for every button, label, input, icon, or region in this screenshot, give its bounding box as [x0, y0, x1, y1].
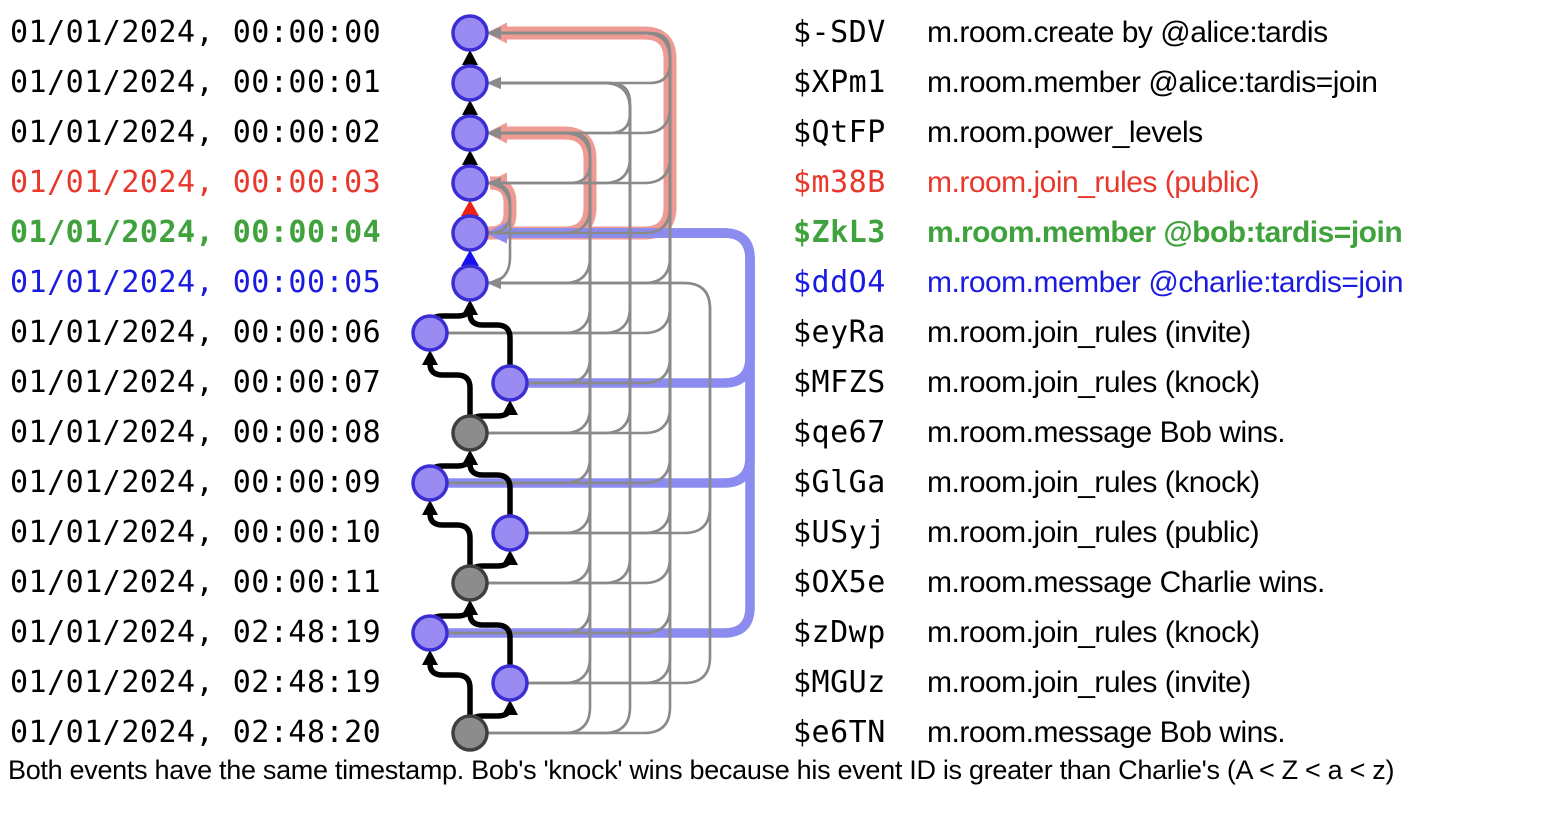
event-id-cell: $qe67 — [793, 415, 886, 450]
event-desc-cell: m.room.message Bob wins. — [927, 716, 1286, 749]
event-node — [413, 616, 447, 650]
gray-arrowhead-icon — [487, 27, 501, 39]
black-prev-arrowhead-icon — [502, 400, 518, 415]
event-desc-cell: m.room.join_rules (public) — [927, 166, 1260, 199]
event-id-cell: $QtFP — [793, 115, 886, 150]
timestamp-cell: 01/01/2024, 02:48:19 — [10, 615, 382, 650]
black-prev-arrowhead-icon — [422, 350, 438, 365]
event-desc-cell: m.room.message Bob wins. — [927, 416, 1286, 449]
event-desc-cell: m.room.member @charlie:tardis=join — [927, 266, 1404, 299]
event-id-cell: $MGUz — [793, 665, 886, 700]
event-node — [493, 366, 527, 400]
black-prev-arrowhead-icon — [502, 550, 518, 565]
timestamp-cell: 01/01/2024, 00:00:07 — [10, 365, 382, 400]
event-desc-cell: m.room.join_rules (knock) — [927, 616, 1260, 649]
timestamp-cell: 01/01/2024, 00:00:02 — [10, 115, 382, 150]
event-node — [413, 466, 447, 500]
event-id-cell: $XPm1 — [793, 65, 886, 100]
event-node — [453, 116, 487, 150]
event-desc-cell: m.room.join_rules (invite) — [927, 666, 1251, 699]
caption-text: Both events have the same timestamp. Bob's 'knock' wins because his event ID is greater than Charlie's (A < Z < a < z) — [8, 755, 1395, 785]
timestamp-cell: 01/01/2024, 02:48:19 — [10, 665, 382, 700]
black-prev-arrowhead-icon — [462, 100, 478, 115]
black-prev-arrowhead-icon — [462, 50, 478, 65]
event-id-cell: $MFZS — [793, 365, 886, 400]
black-prev-arrowhead-icon — [422, 650, 438, 665]
event-desc-cell: m.room.join_rules (knock) — [927, 366, 1260, 399]
timestamp-cell: 01/01/2024, 00:00:11 — [10, 565, 382, 600]
timestamp-cell: 01/01/2024, 00:00:09 — [10, 465, 382, 500]
event-id-cell: $-SDV — [793, 15, 886, 50]
timestamp-cell: 01/01/2024, 00:00:01 — [10, 65, 382, 100]
black-prev-arrowhead-icon — [422, 500, 438, 515]
event-id-cell: $OX5e — [793, 565, 886, 600]
event-node — [413, 316, 447, 350]
event-node — [453, 716, 487, 750]
event-desc-cell: m.room.join_rules (public) — [927, 516, 1260, 549]
event-node — [453, 166, 487, 200]
event-id-cell: $ZkL3 — [793, 215, 886, 250]
black-prev-arrowhead-icon — [462, 600, 478, 615]
event-node — [453, 16, 487, 50]
red-prev-arrowhead-icon — [461, 200, 479, 216]
event-desc-cell: m.room.message Charlie wins. — [927, 566, 1325, 599]
event-id-cell: $m38B — [793, 165, 886, 200]
gray-arrowhead-icon — [487, 127, 501, 139]
event-node — [493, 666, 527, 700]
event-desc-cell: m.room.member @alice:tardis=join — [927, 66, 1378, 99]
black-prev-arrowhead-icon — [502, 700, 518, 715]
black-prev-arrowhead-icon — [462, 300, 478, 315]
timestamp-cell: 01/01/2024, 00:00:10 — [10, 515, 382, 550]
gray-arrowhead-icon — [487, 277, 501, 289]
event-node — [453, 566, 487, 600]
timestamp-cell: 01/01/2024, 02:48:20 — [10, 715, 382, 750]
timestamp-cell: 01/01/2024, 00:00:06 — [10, 315, 382, 350]
event-desc-cell: m.room.create by @alice:tardis — [927, 16, 1328, 49]
event-id-cell: $zDwp — [793, 615, 886, 650]
event-desc-cell: m.room.power_levels — [927, 116, 1203, 149]
black-prev-arrowhead-icon — [462, 150, 478, 165]
event-node — [453, 66, 487, 100]
timestamp-cell: 01/01/2024, 00:00:08 — [10, 415, 382, 450]
event-desc-cell: m.room.join_rules (knock) — [927, 466, 1260, 499]
event-node — [453, 216, 487, 250]
event-desc-cell: m.room.join_rules (invite) — [927, 316, 1251, 349]
timestamp-cell: 01/01/2024, 00:00:05 — [10, 265, 382, 300]
event-id-cell: $e6TN — [793, 715, 886, 750]
event-node — [493, 516, 527, 550]
event-node — [453, 416, 487, 450]
event-id-cell: $USyj — [793, 515, 886, 550]
timestamp-cell: 01/01/2024, 00:00:00 — [10, 15, 382, 50]
timestamp-cell: 01/01/2024, 00:00:03 — [10, 165, 382, 200]
event-desc-cell: m.room.member @bob:tardis=join — [927, 216, 1403, 249]
event-id-cell: $eyRa — [793, 315, 886, 350]
blue-prev-arrowhead-icon — [461, 250, 479, 266]
event-node — [453, 266, 487, 300]
event-id-cell: $GlGa — [793, 465, 886, 500]
event-id-cell: $ddO4 — [793, 265, 886, 300]
timestamp-cell: 01/01/2024, 00:00:04 — [10, 215, 382, 250]
gray-arrowhead-icon — [487, 77, 501, 89]
black-prev-arrowhead-icon — [462, 450, 478, 465]
